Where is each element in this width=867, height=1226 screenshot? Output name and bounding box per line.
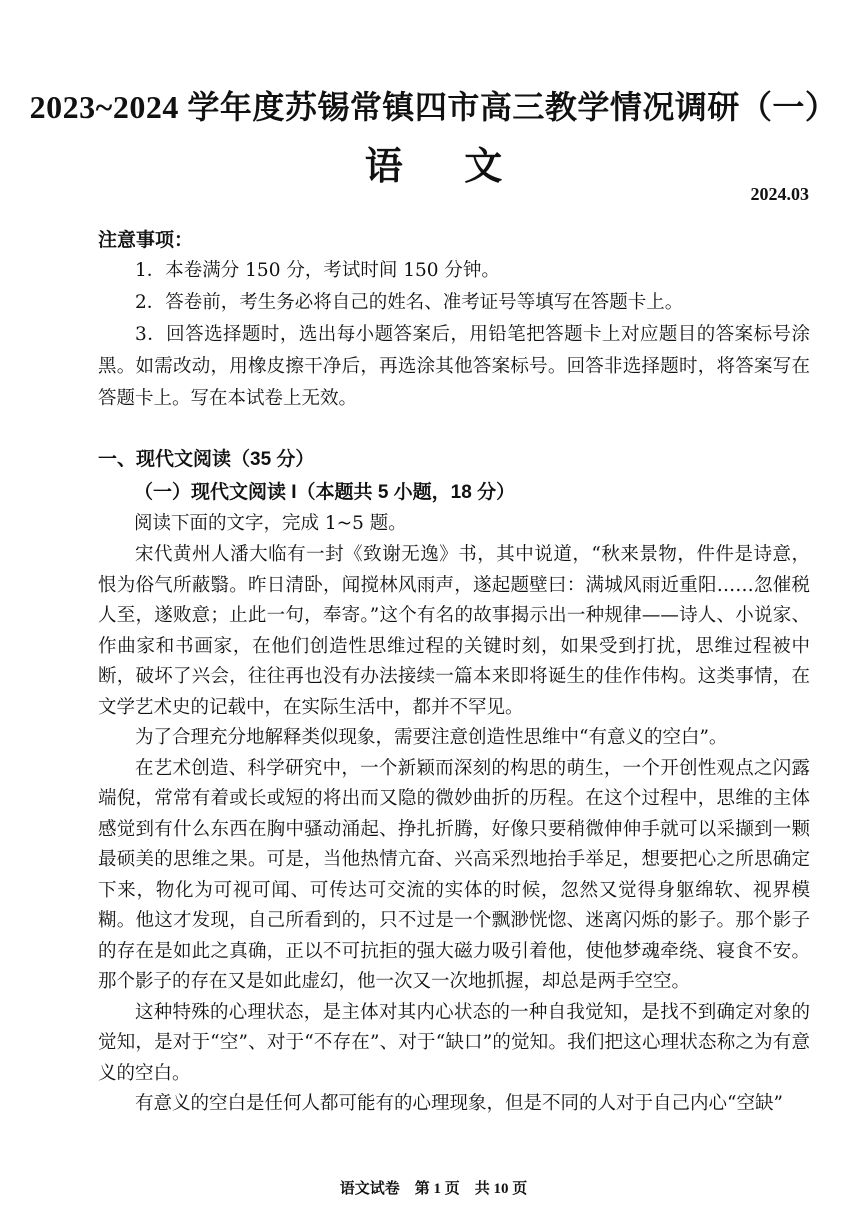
notice-item: 3．回答选择题时，选出每小题答案后，用铅笔把答题卡上对应题目的答案标号涂黑。如需改动，用橡皮擦干净后，再选涂其他答案标号。回答非选择题时，将答案写在答题卡上。写在本试卷上无效。 bbox=[98, 324, 810, 409]
passage-paragraph: 这种特殊的心理状态，是主体对其内心状态的一种自我觉知，是找不到确定对象的觉知，是对于“空”、对于“不存在”、对于“缺口”的觉知。我们把这心理状态称之为有意义的空白。 bbox=[98, 1001, 810, 1084]
notice-item: 1．本卷满分 150 分，考试时间 150 分钟。 bbox=[135, 260, 500, 281]
notice-list bbox=[98, 255, 810, 415]
page-footer: 语文试卷 第 1 页 共 10 页 bbox=[339, 1181, 528, 1197]
notice-heading: 注意事项： bbox=[98, 230, 194, 251]
passage-paragraph: 有意义的空白是任何人都可能有的心理现象，但是不同的人对于自己内心“空缺” bbox=[135, 1093, 783, 1114]
section-title: 一、现代文阅读（35 分） bbox=[98, 449, 315, 470]
notice-item: 2．答卷前，考生务必将自己的姓名、准考证号等填写在答题卡上。 bbox=[135, 292, 684, 313]
exam-date: 2024.03 bbox=[750, 184, 809, 204]
exam-title: 2023~2024 学年度苏锡常镇四市高三教学情况调研（一） bbox=[29, 89, 838, 125]
reading-passage bbox=[98, 540, 810, 1120]
passage-paragraph: 宋代黄州人潘大临有一封《致谢无逸》书，其中说道，“秋来景物，件件是诗意，恨为俗气所蔽翳。昨日清卧，闻搅林风雨声，遂起题壁曰：满城风雨近重阳……忽催税人至，遂败意；止此一句，奉寄。”这个有名的故事揭示出一种规律——诗人、小说家、作曲家和书画家，在他们创造性思维过程的关键时刻，如果受到打扰，思维过程被中断，破坏了兴会，往往再也没有办法接续一篇本来即将诞生的佳作伟构。这类事情，在文学艺术史的记载中，在实际生活中，都并不罕见。 bbox=[98, 544, 810, 718]
subsection-title: （一）现代文阅读 I（本题共 5 小题，18 分） bbox=[134, 482, 516, 503]
passage-paragraph: 为了合理充分地解释类似现象，需要注意创造性思维中“有意义的空白”。 bbox=[135, 727, 728, 748]
reading-instruction: 阅读下面的文字，完成 1~5 题。 bbox=[134, 513, 407, 534]
subject-title: 语 文 bbox=[364, 146, 529, 188]
passage-paragraph: 在艺术创造、科学研究中，一个新颖而深刻的构思的萌生，一个开创性观点之闪露端倪，常常有着或长或短的将出而又隐的微妙曲折的历程。在这个过程中，思维的主体感觉到有什么东西在胸中骚动涌起、挣扎折腾，好像只要稍微伸伸手就可以采撷到一颗最硕美的思维之果。可是，当他热情亢奋、兴高采烈地抬手举足，想要把心之所思确定下来，物化为可视可闻、可传达可交流的实体的时候，忽然又觉得身躯绵软、视界模糊。他这才发现，自己所看到的，只不过是一个飘渺恍惚、迷离闪烁的影子。那个影子的存在是如此之真确，正以不可抗拒的强大磁力吸引着他，使他梦魂牵绕、寝食不安。那个影子的存在又是如此虚幻，他一次又一次地抓握，却总是两手空空。 bbox=[98, 757, 810, 992]
